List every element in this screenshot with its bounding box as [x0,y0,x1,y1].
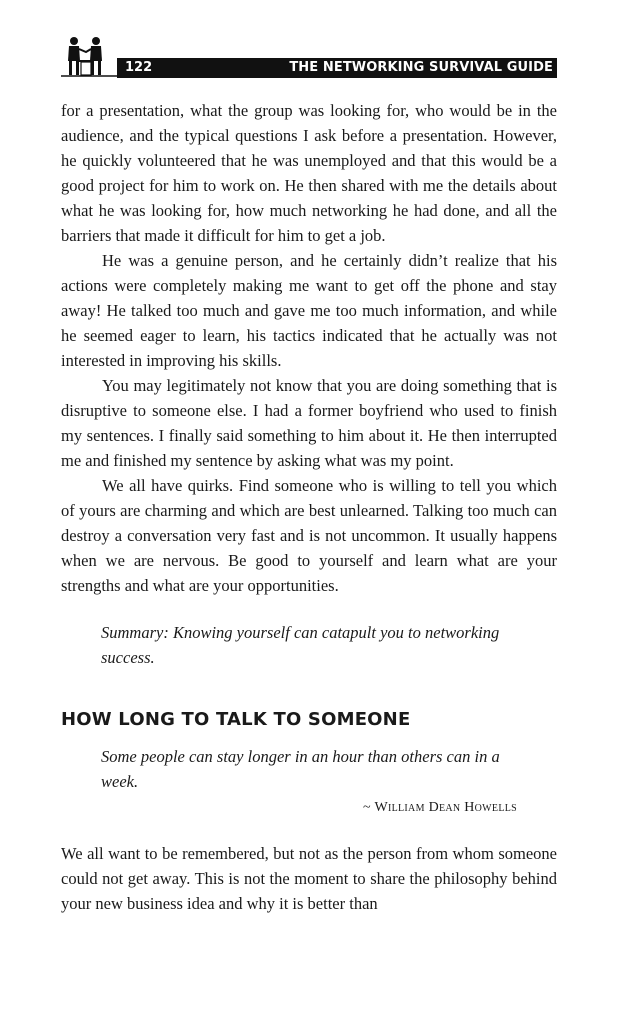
header-bar [117,58,557,78]
running-header [59,34,557,80]
paragraph: We all want to be remembered, but not as the person from whom someone could not get away. This is not the moment to share the philosophy behind your new business idea and why it is better than [61,844,557,913]
handshake-icon [59,34,119,78]
page-number: 122 [125,60,153,75]
epigraph-quote: Some people can stay longer in an hour than others can in a week. [101,747,500,791]
epigraph-attribution: ~ William Dean Howells [363,800,517,815]
paragraph: We all have quirks. Find someone who is willing to tell you which of yours are charming and which are best unlearned. Talking too much can destroy a conversation very fast and is not uncommon. It usually happens when we are nervous. Be good to yourself and learn what are your strengths and what are your opportunities. [61,476,557,595]
paragraph: You may legitimately not know that you are doing something that is disruptive to someone else. I had a former boyfriend who used to finish my sentences. I finally said something to him about it. He then interrupted me and finished my sentence by asking what was my point. [61,376,557,470]
summary-note: Summary: Knowing yourself can catapult you to networking success. [101,623,500,667]
page-body [61,98,557,916]
book-title: THE NETWORKING SURVIVAL GUIDE [289,60,553,75]
paragraph: He was a genuine person, and he certainly didn’t realize that his actions were completely making me want to get off the phone and stay away! He talked too much and gave me too much information, and while he seemed eager to learn, his tactics indicated that he actually was not interested in improving his skills. [61,251,557,370]
section-heading: HOW LONG TO TALK TO SOMEONE [61,709,411,730]
paragraph: for a presentation, what the group was looking for, who would be in the audience, and the typical questions I ask before a presentation. However, he quickly volunteered that he was unemployed and that this would be a good project for him to work on. He then shared with me the details about what he was looking for, how much networking he had done, and all the barriers that made it difficult for him to get a job. [61,101,557,245]
